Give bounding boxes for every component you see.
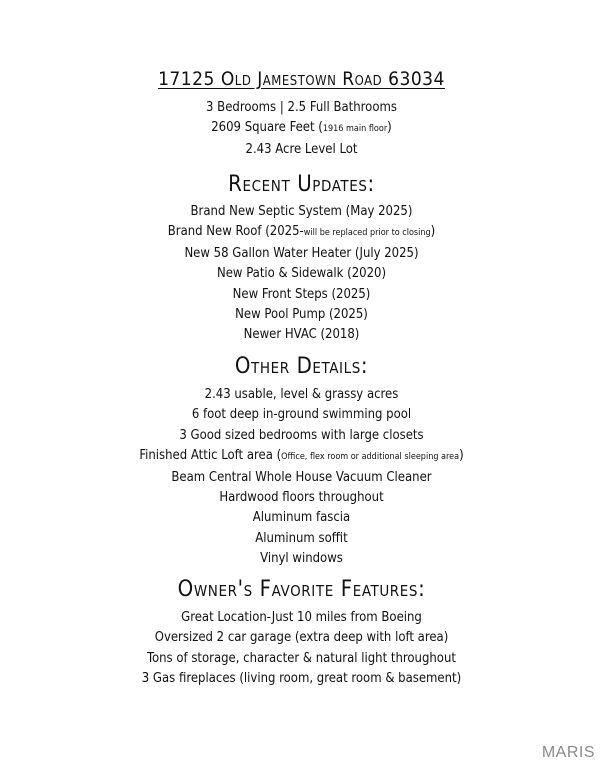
list-item: Tons of storage, character & natural light throughout: [147, 650, 456, 666]
recent-updates-heading: Recent Updates:: [228, 172, 375, 197]
list-item: 2.43 usable, level & grassy acres: [204, 387, 399, 402]
favorite-features-list: [0, 608, 603, 690]
maris-watermark: MARIS: [541, 744, 595, 761]
property-address-title: 17125 Old Jamestown Road 63034: [158, 68, 445, 90]
list-item: 3 Good sized bedrooms with large closets: [179, 427, 424, 443]
list-item: Oversized 2 car garage (extra deep with loft area): [154, 630, 449, 646]
other-details-list: [0, 385, 603, 570]
other-details-heading: Other Details:: [234, 354, 369, 379]
square-feet: 2609 Square Feet (1916 main floor): [211, 120, 392, 136]
loft-note: Office, flex room or additional sleeping area: [281, 452, 460, 463]
list-item: 6 foot deep in-ground swimming pool: [191, 407, 412, 423]
favorite-features-heading: Owner's Favorite Features:: [177, 577, 426, 602]
roof-note: will be replaced prior to closing: [303, 228, 431, 239]
property-summary: [0, 98, 603, 160]
recent-updates-list: [0, 202, 603, 346]
list-item: Hardwood floors throughout: [219, 490, 384, 506]
list-item: Great Location-Just 10 miles from Boeing: [181, 610, 422, 625]
list-item: Finished Attic Loft area (Office, flex room or additional sleeping area): [139, 448, 464, 464]
lot-size: 2.43 Acre Level Lot: [245, 141, 358, 157]
list-item: New 58 Gallon Water Heater (July 2025): [184, 245, 419, 261]
list-item: New Patio & Sidewalk (2020): [216, 266, 387, 282]
list-item: Aluminum fascia: [252, 510, 351, 526]
list-item: Aluminum soffit: [255, 530, 348, 546]
list-item: Newer HVAC (2018): [243, 327, 360, 343]
list-item: New Front Steps (2025): [232, 286, 371, 302]
list-item: 3 Gas fireplaces (living room, great room & basement): [141, 671, 462, 687]
list-item: New Pool Pump (2025): [235, 307, 368, 323]
list-item: Brand New Septic System (May 2025): [190, 204, 413, 219]
list-item: Brand New Roof (2025-will be replaced prior to closing): [167, 224, 436, 240]
main-floor-note: 1916 main floor: [322, 124, 388, 135]
bedrooms-bathrooms: 3 Bedrooms | 2.5 Full Bathrooms: [206, 100, 397, 115]
list-item: Beam Central Whole House Vacuum Cleaner: [171, 469, 432, 485]
list-item: Vinyl windows: [260, 551, 343, 567]
